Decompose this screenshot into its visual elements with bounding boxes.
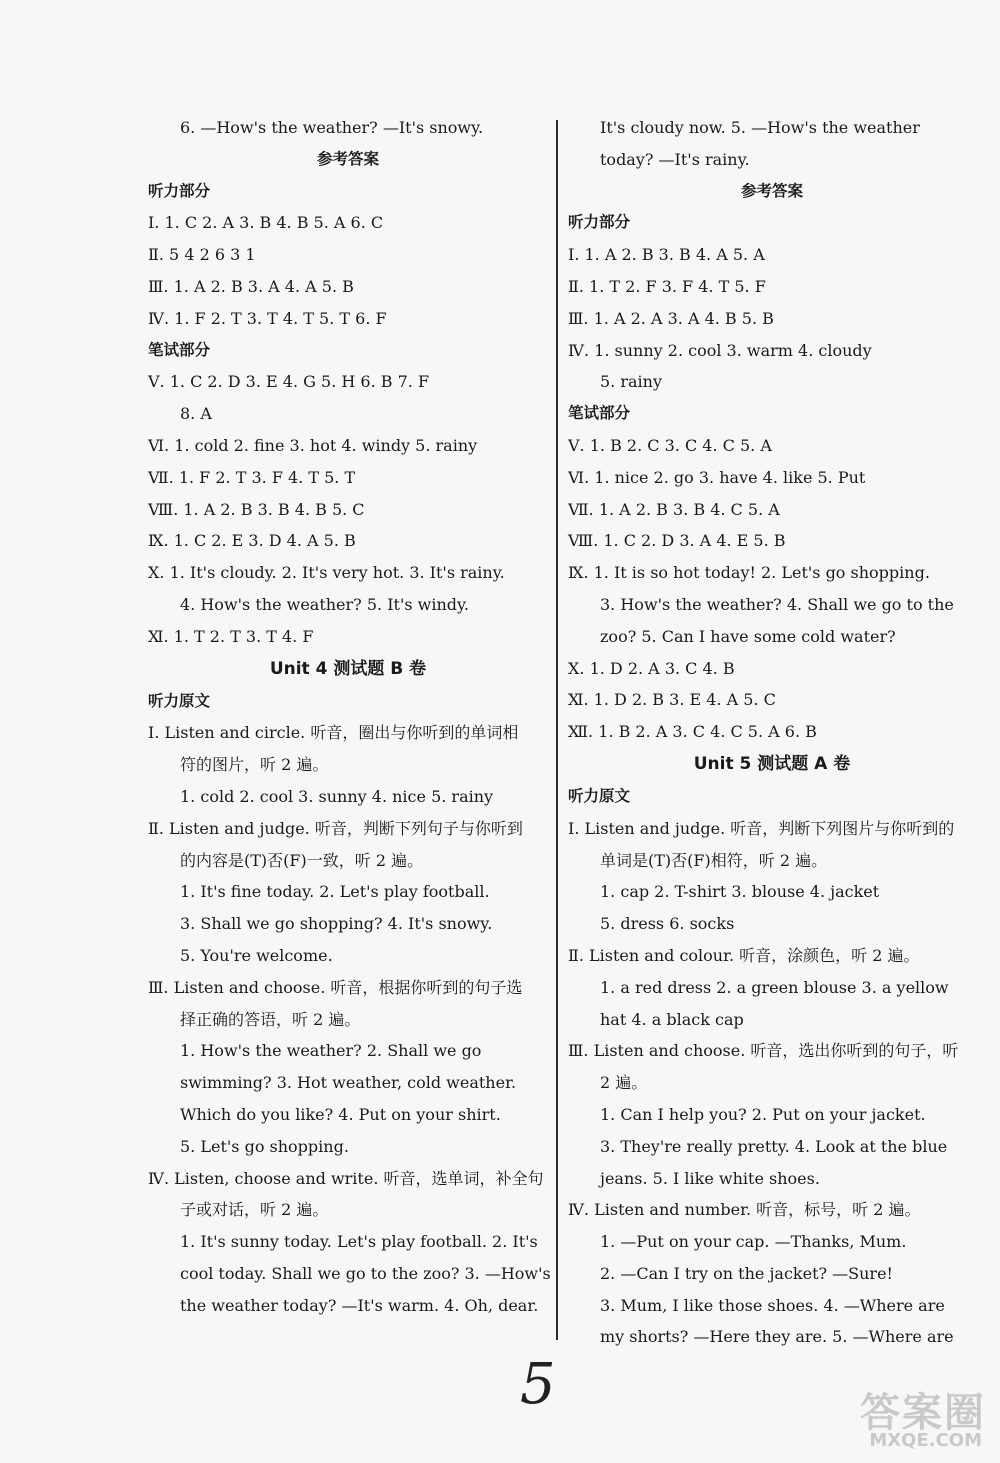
text-line: Ⅳ. Listen, choose and write. 听音，选单词，补全句 xyxy=(148,1168,544,1188)
text-line: Ⅶ. 1. A 2. B 3. B 4. C 5. A xyxy=(568,499,780,519)
text-line: 3. Mum, I like those shoes. 4. —Where are xyxy=(600,1295,945,1315)
subsection-heading: 笔试部分 xyxy=(148,340,211,359)
text-line: Ⅴ. 1. C 2. D 3. E 4. G 5. H 6. B 7. F xyxy=(148,372,430,392)
text-line: Ⅵ. 1. nice 2. go 3. have 4. like 5. Put xyxy=(568,467,866,487)
text-line: 子或对话，听 2 遍。 xyxy=(180,1200,329,1220)
section-title: 参考答案 xyxy=(740,181,803,200)
text-line: Ⅺ. 1. T 2. T 3. T 4. F xyxy=(148,626,314,646)
text-line: 5. rainy xyxy=(600,372,662,392)
text-line: Ⅸ. 1. C 2. E 3. D 4. A 5. B xyxy=(148,531,356,551)
text-line: 5. Let's go shopping. xyxy=(180,1136,349,1156)
text-line: Ⅵ. 1. cold 2. fine 3. hot 4. windy 5. rainy xyxy=(148,435,478,455)
text-line: 1. How's the weather? 2. Shall we go xyxy=(180,1041,482,1061)
text-line: 单词是(T)否(F)相符，听 2 遍。 xyxy=(600,850,828,870)
text-line: Ⅱ. Listen and colour. 听音，涂颜色，听 2 遍。 xyxy=(568,945,920,965)
text-line: Ⅳ. 1. F 2. T 3. T 4. T 5. T 6. F xyxy=(148,308,387,328)
section-title: 参考答案 xyxy=(316,149,379,168)
text-line: Ⅳ. Listen and number. 听音，标号，听 2 遍。 xyxy=(568,1200,921,1220)
text-line: Ⅱ. 5 4 2 6 3 1 xyxy=(148,245,256,265)
text-line: jeans. 5. I like white shoes. xyxy=(600,1168,820,1188)
text-line: 5. You're welcome. xyxy=(180,945,333,965)
text-line: 1. It's sunny today. Let's play football. 2. It's xyxy=(180,1232,538,1252)
text-line: Ⅰ. 1. A 2. B 3. B 4. A 5. A xyxy=(568,245,765,265)
text-line: 2. —Can I try on the jacket? —Sure! xyxy=(600,1263,893,1283)
subsection-heading: 听力原文 xyxy=(148,691,211,710)
text-line: 3. How's the weather? 4. Shall we go to the xyxy=(600,594,954,614)
watermark-site: MXQE.COM xyxy=(869,1430,982,1451)
subsection-heading: 听力部分 xyxy=(568,213,631,232)
text-line: 1. —Put on your cap. —Thanks, Mum. xyxy=(600,1232,907,1252)
text-line: swimming? 3. Hot weather, cold weather. xyxy=(180,1073,517,1093)
right-column xyxy=(568,112,976,1353)
text-line: Ⅲ. Listen and choose. 听音，选出你听到的句子，听 xyxy=(568,1041,959,1061)
left-column xyxy=(148,112,551,1321)
text-line: Ⅲ. 1. A 2. B 3. A 4. A 5. B xyxy=(148,276,354,296)
text-line: Ⅶ. 1. F 2. T 3. F 4. T 5. T xyxy=(148,467,356,487)
text-line: 3. They're really pretty. 4. Look at the blue xyxy=(600,1136,948,1156)
text-line: Ⅸ. 1. It is so hot today! 2. Let's go shopping. xyxy=(568,563,930,583)
text-line: zoo? 5. Can I have some cold water? xyxy=(600,626,896,646)
subsection-heading: 听力原文 xyxy=(568,786,631,805)
text-line: Ⅷ. 1. C 2. D 3. A 4. E 5. B xyxy=(568,531,786,551)
text-line: 4. How's the weather? 5. It's windy. xyxy=(180,594,469,614)
text-line: Ⅰ. 1. C 2. A 3. B 4. B 5. A 6. C xyxy=(148,213,384,233)
text-line: my shorts? —Here they are. 5. —Where are xyxy=(600,1327,954,1347)
text-line: Ⅷ. 1. A 2. B 3. B 4. B 5. C xyxy=(148,499,365,519)
text-line: 5. dress 6. socks xyxy=(600,914,735,934)
text-line: 的内容是(T)否(F)一致，听 2 遍。 xyxy=(180,850,424,870)
text-line: Ⅰ. Listen and circle. 听音，圈出与你听到的单词相 xyxy=(148,723,519,743)
text-line: Which do you like? 4. Put on your shirt. xyxy=(180,1104,501,1124)
text-line: 1. a red dress 2. a green blouse 3. a yellow xyxy=(600,977,949,997)
text-line: Ⅲ. 1. A 2. A 3. A 4. B 5. B xyxy=(568,308,774,328)
text-line: 3. Shall we go shopping? 4. It's snowy. xyxy=(180,914,493,934)
text-line: cool today. Shall we go to the zoo? 3. —How's xyxy=(180,1263,551,1283)
text-line: Ⅱ. 1. T 2. F 3. F 4. T 5. F xyxy=(568,276,766,296)
text-line: 8. A xyxy=(180,404,212,424)
text-line: the weather today? —It's warm. 4. Oh, dear. xyxy=(180,1295,539,1315)
subsection-heading: 笔试部分 xyxy=(568,404,631,423)
column-divider xyxy=(556,120,558,1340)
subsection-heading: 听力部分 xyxy=(148,181,211,200)
unit-title: Unit 4 测试题 B 卷 xyxy=(269,658,427,679)
text-line: today? —It's rainy. xyxy=(600,149,750,169)
text-line: Ⅱ. Listen and judge. 听音，判断下列句子与你听到 xyxy=(148,818,523,838)
text-line: Ⅻ. 1. B 2. A 3. C 4. C 5. A 6. B xyxy=(568,722,817,742)
text-line: 择正确的答语，听 2 遍。 xyxy=(180,1009,361,1029)
page-number: 5 xyxy=(520,1352,556,1417)
text-line: Ⅳ. 1. sunny 2. cool 3. warm 4. cloudy xyxy=(568,340,872,360)
watermark xyxy=(826,1381,986,1451)
unit-title: Unit 5 测试题 A 卷 xyxy=(693,753,851,774)
watermark-logo: 答案圈 xyxy=(860,1390,986,1436)
text-line: Ⅰ. Listen and judge. 听音，判断下列图片与你听到的 xyxy=(568,818,955,838)
text-line: Ⅲ. Listen and choose. 听音，根据你听到的句子选 xyxy=(148,977,523,997)
text-line: 符的图片，听 2 遍。 xyxy=(180,755,329,775)
text-line: 2 遍。 xyxy=(600,1073,648,1093)
text-line: 1. It's fine today. 2. Let's play football. xyxy=(180,882,490,902)
text-line: Ⅹ. 1. D 2. A 3. C 4. B xyxy=(568,658,735,678)
text-line: Ⅹ. 1. It's cloudy. 2. It's very hot. 3. It's rainy. xyxy=(148,563,505,583)
text-line: 1. cold 2. cool 3. sunny 4. nice 5. rainy xyxy=(180,786,494,806)
text-line: It's cloudy now. 5. —How's the weather xyxy=(600,118,920,137)
text-line: 1. Can I help you? 2. Put on your jacket. xyxy=(600,1104,926,1124)
text-line: Ⅺ. 1. D 2. B 3. E 4. A 5. C xyxy=(568,690,776,710)
text-line: 6. —How's the weather? —It's snowy. xyxy=(180,118,484,137)
text-line: Ⅴ. 1. B 2. C 3. C 4. C 5. A xyxy=(568,435,772,455)
text-line: 1. cap 2. T-shirt 3. blouse 4. jacket xyxy=(600,882,880,902)
text-line: hat 4. a black cap xyxy=(600,1009,744,1029)
